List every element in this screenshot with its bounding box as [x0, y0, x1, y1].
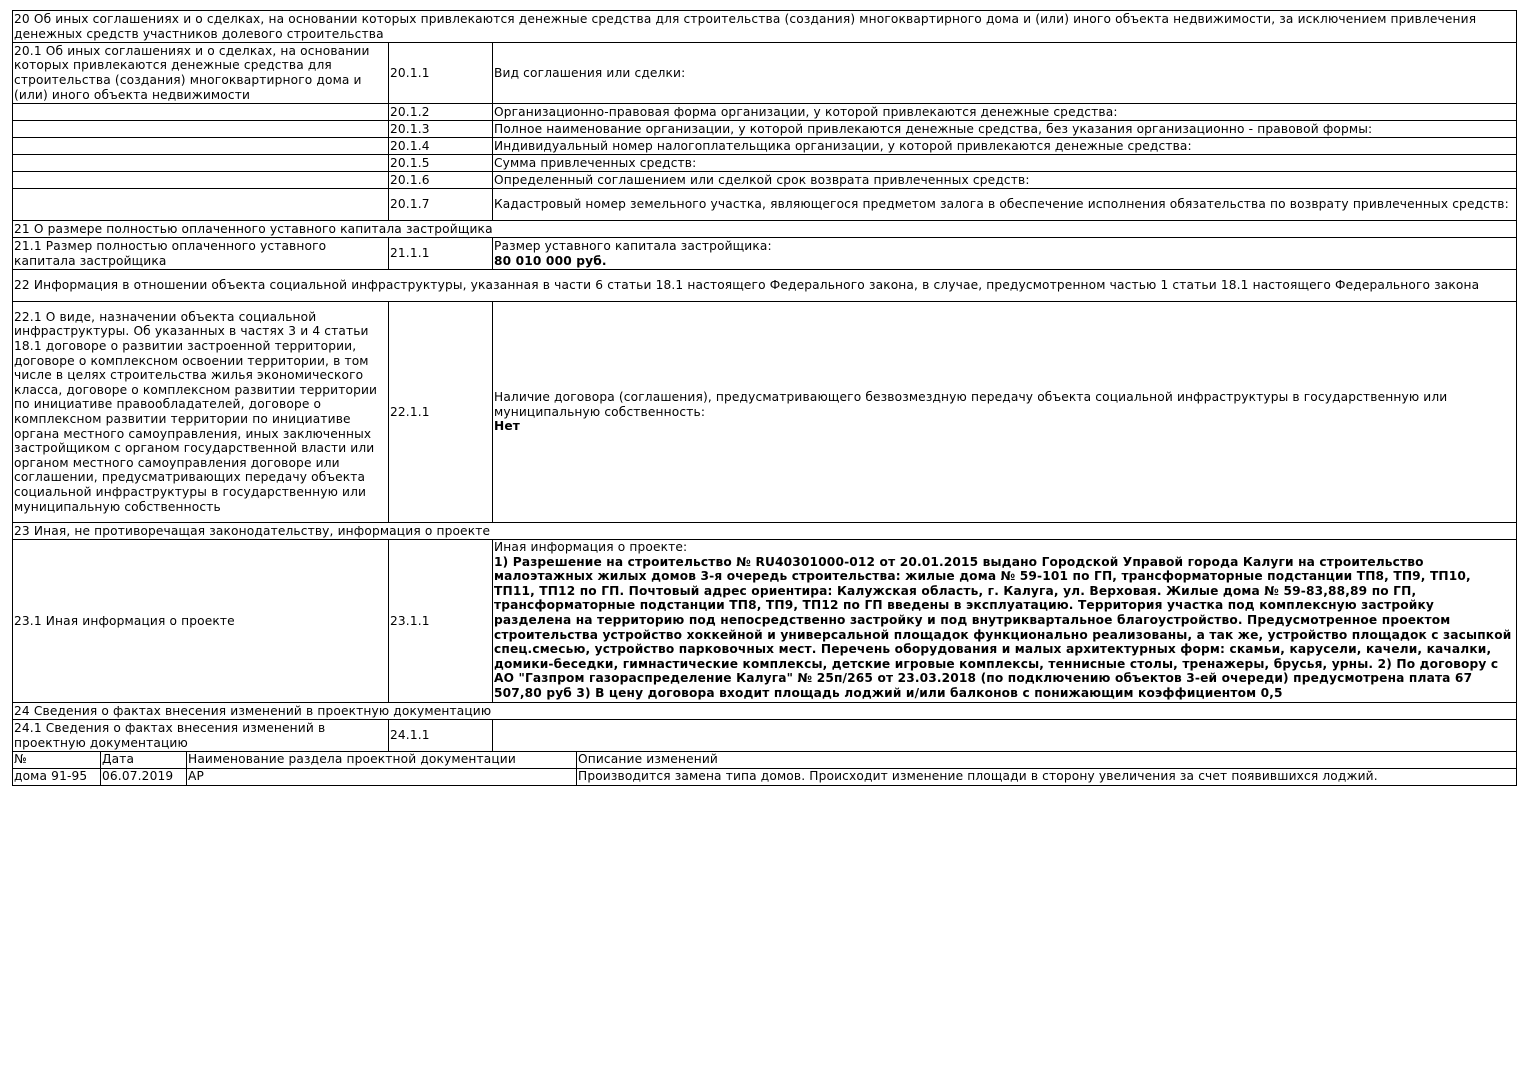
- empty-cell: [13, 121, 389, 138]
- project-changes-table: [12, 751, 1517, 786]
- item-code: 21.1.1: [389, 238, 493, 270]
- section-21-header-row: [13, 221, 1517, 238]
- item-value-cell: [493, 238, 1517, 270]
- authorized-capital-value: 80 010 000 руб.: [494, 253, 607, 268]
- item-label: Вид соглашения или сделки:: [493, 43, 1517, 104]
- declaration-page: [12, 10, 1516, 786]
- changes-header-row: [13, 752, 1517, 769]
- change-number: дома 91-95: [13, 769, 101, 786]
- item-value-cell: [493, 302, 1517, 523]
- item-code: 20.1.4: [389, 138, 493, 155]
- subsection-22-1-title: 22.1 О виде, назначении объекта социальной инфраструктуры. Об указанных в частях 3 и 4 статьи 18.1 договоре о развитии застроенной территории, договоре о комплексном освоении территории, в том числе в целях строительства жилья экономического класса, договоре о комплексном развитии территории по инициативе правообладателей, договоре о комплексном развитии территории по инициативе органа местного самоуправления, иных заключенных застройщиком с органом государственной власти или органом местного самоуправления договоре или соглашении, предусматривающих передачу объекта социальной инфраструктуры в государственную или муниципальную собственность: [13, 302, 389, 523]
- column-header: Описание изменений: [577, 752, 1517, 769]
- section-24-title: 24 Сведения о фактах внесения изменений в проектную документацию: [13, 703, 1517, 720]
- item-label: Полное наименование организации, у которой привлекаются денежные средства, без указания организационно - правовой формы:: [493, 121, 1517, 138]
- column-header: Наименование раздела проектной документации: [187, 752, 577, 769]
- table-row: [13, 43, 1517, 104]
- table-row: [13, 189, 1517, 221]
- item-label: Индивидуальный номер налогоплательщика организации, у которой привлекаются денежные средства:: [493, 138, 1517, 155]
- item-code: 20.1.2: [389, 104, 493, 121]
- item-code: 20.1.5: [389, 155, 493, 172]
- section-22-header-row: [13, 270, 1517, 302]
- subsection-23-1-title: 23.1 Иная информация о проекте: [13, 540, 389, 703]
- section-23-title: 23 Иная, не противоречащая законодательству, информация о проекте: [13, 523, 1517, 540]
- change-section: АР: [187, 769, 577, 786]
- item-label: Организационно-правовая форма организации, у которой привлекаются денежные средства:: [493, 104, 1517, 121]
- item-code: 20.1.3: [389, 121, 493, 138]
- empty-cell: [493, 720, 1517, 752]
- item-label: Определенный соглашением или сделкой срок возврата привлеченных средств:: [493, 172, 1517, 189]
- item-code: 20.1.7: [389, 189, 493, 221]
- declaration-table: [12, 10, 1517, 752]
- table-row: [13, 540, 1517, 703]
- table-row: [13, 155, 1517, 172]
- item-label: Наличие договора (соглашения), предусматривающего безвозмездную передачу объекта социальной инфраструктуры в государственную или муниципальную собственность:: [494, 390, 1448, 419]
- item-value-cell: [493, 540, 1517, 703]
- item-code: 24.1.1: [389, 720, 493, 752]
- item-code: 22.1.1: [389, 302, 493, 523]
- project-info-text: 1) Разрешение на строительство № RU40301000-012 от 20.01.2015 выдано Городской Управой города Калуги на строительство малоэтажных жилых домов 3-я очередь строительства: жилые дома № 59-101 по ГП, трансформаторные подстанции ТП8, ТП9, ТП10, ТП11, ТП12 по ГП. Почтовый адрес ориентира: Калужская область, г. Калуга, ул. Верховая. Жилые дома № 59-83,88,89 по ГП, трансформаторные подстанции ТП8, ТП9, ТП12 по ГП введены в эксплуатацию. Территория участка под комплексную застройку разделена на территорию под непосредственно застройку и под внутриквартальное благоустройство. Предусмотренное проектом строительства устройство хоккейной и универсальной площадок функционально реализованы, а так же, устройство площадок с засыпкой спец.смесью, устройство парковочных мест. Перечень оборудования и малых архитектурных форм: скамьи, карусели, качели, качалки, домики-беседки, гимнастические комплексы, детские игровые комплексы, теннисные столы, тренажеры, брусья, урны. 2) По договору с АО "Газпром газораспределение Калуга" № 25п/265 от 23.03.2018 (по подключению объектов 3-ей очереди) предусмотрена плата 67 507,80 руб 3) В цену договора входит площадь лоджий и/или балконов с понижающим коэффициентом 0,5: [494, 554, 1512, 700]
- column-header: №: [13, 752, 101, 769]
- empty-cell: [13, 189, 389, 221]
- item-code: 20.1.1: [389, 43, 493, 104]
- table-row: [13, 238, 1517, 270]
- table-row: [13, 138, 1517, 155]
- item-label: Кадастровый номер земельного участка, являющегося предметом залога в обеспечение исполнения обязательства по возврату привлеченных средств:: [493, 189, 1517, 221]
- empty-cell: [13, 104, 389, 121]
- column-header: Дата: [101, 752, 187, 769]
- change-date: 06.07.2019: [101, 769, 187, 786]
- empty-cell: [13, 172, 389, 189]
- table-row: [13, 104, 1517, 121]
- subsection-24-1-title: 24.1 Сведения о фактах внесения изменений в проектную документацию: [13, 720, 389, 752]
- table-row: [13, 172, 1517, 189]
- item-code: 20.1.6: [389, 172, 493, 189]
- table-row: [13, 769, 1517, 786]
- empty-cell: [13, 155, 389, 172]
- item-code: 23.1.1: [389, 540, 493, 703]
- section-22-title: 22 Информация в отношении объекта социальной инфраструктуры, указанная в части 6 статьи 18.1 настоящего Федерального закона, в случае, предусмотренном частью 1 статьи 18.1 настоящего Федерального закона: [13, 270, 1517, 302]
- section-20-title: 20 Об иных соглашениях и о сделках, на основании которых привлекаются денежные средства для строительства (создания) многоквартирного дома и (или) иного объекта недвижимости, за исключением привлечения денежных средств участников долевого строительства: [13, 11, 1517, 43]
- subsection-21-1-title: 21.1 Размер полностью оплаченного уставного капитала застройщика: [13, 238, 389, 270]
- table-row: [13, 302, 1517, 523]
- item-label: Размер уставного капитала застройщика:: [494, 238, 772, 253]
- change-description: Производится замена типа домов. Происходит изменение площади в сторону увеличения за счет появившихся лоджий.: [577, 769, 1517, 786]
- table-row: [13, 121, 1517, 138]
- item-label: Иная информация о проекте:: [494, 540, 688, 554]
- empty-cell: [13, 138, 389, 155]
- section-23-header-row: [13, 523, 1517, 540]
- section-24-header-row: [13, 703, 1517, 720]
- social-infrastructure-value: Нет: [494, 419, 520, 434]
- section-20-header-row: [13, 11, 1517, 43]
- item-label: Сумма привлеченных средств:: [493, 155, 1517, 172]
- table-row: [13, 720, 1517, 752]
- section-21-title: 21 О размере полностью оплаченного уставного капитала застройщика: [13, 221, 1517, 238]
- subsection-20-1-title: 20.1 Об иных соглашениях и о сделках, на основании которых привлекаются денежные средства для строительства (создания) многоквартирного дома и (или) иного объекта недвижимости: [13, 43, 389, 104]
